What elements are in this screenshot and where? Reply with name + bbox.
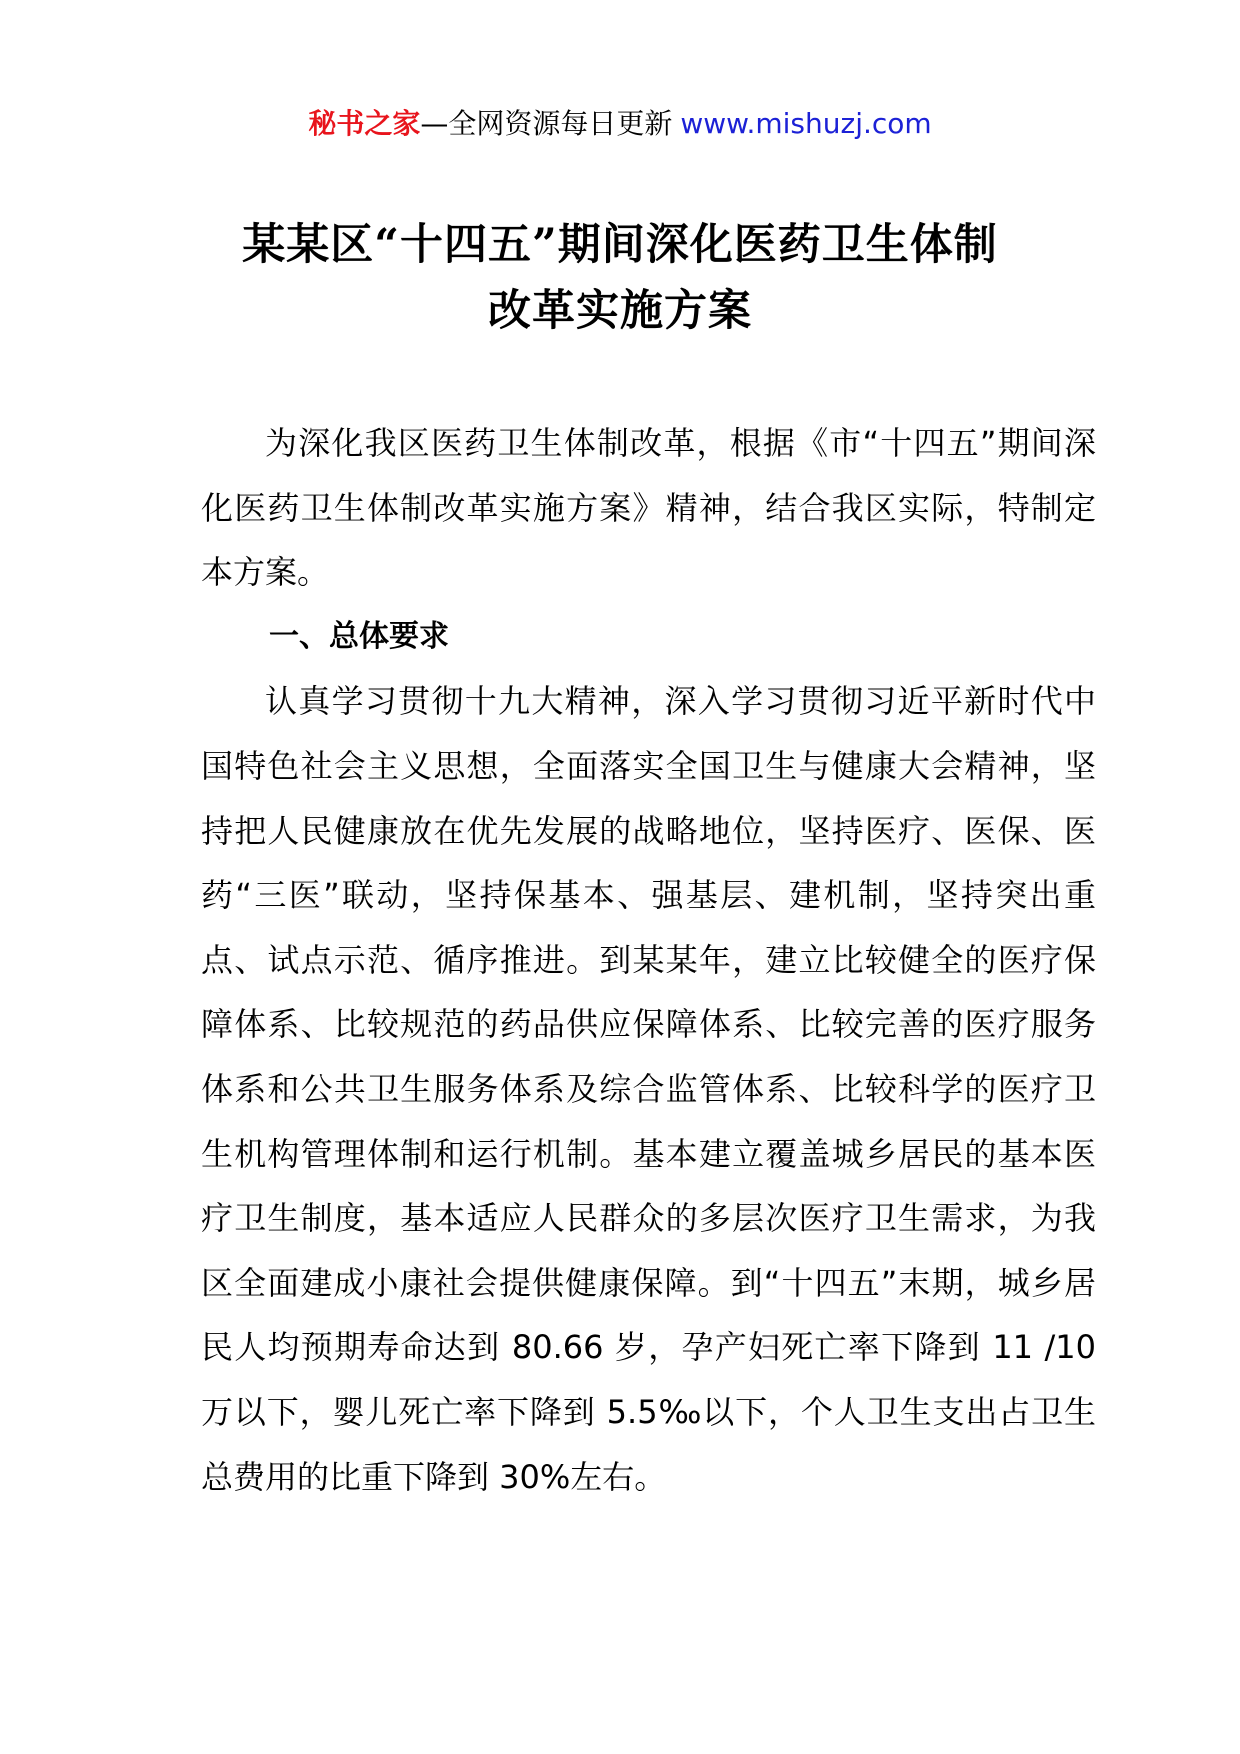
header-tagline: —全网资源每日更新 bbox=[420, 107, 673, 140]
section-paragraph: 认真学习贯彻十九大精神，深入学习贯彻习近平新时代中国特色社会主义思想，全面落实全国卫生与健康大会精神，坚持把人民健康放在优先发展的战略地位，坚持医疗、医保、医药“三医”联动，坚持保基本、强基层、建机制，坚持突出重点、试点示范、循序推进。到某某年，建立比较健全的医疗保障体系、比较规范的药品供应保障体系、比较完善的医疗服务体系和公共卫生服务体系及综合监管体系、比较科学的医疗卫生机构管理体制和运行机制。基本建立覆盖城乡居民的基本医疗卫生制度，基本适应人民群众的多层次医疗卫生需求，为我区全面建成小康社会提供健康保障。到“十四五”末期，城乡居民人均预期寿命达到 80.66 岁，孕产妇死亡率下降到 11 /10 万以下，婴儿死亡率下降到 5.5‰以下，个人卫生支出占卫生总费用的比重下降到 30%左右。 bbox=[201, 682, 1096, 1496]
document-body bbox=[201, 411, 1096, 1509]
brand-name: 秘书之家 bbox=[308, 107, 421, 140]
site-url-link[interactable]: www.mishuzj.com bbox=[680, 107, 932, 140]
intro-paragraph: 为深化我区医药卫生体制改革，根据《市“十四五”期间深化医药卫生体制改革实施方案》精神，结合我区实际，特制定本方案。 bbox=[201, 424, 1096, 592]
section-heading: 一、总体要求 bbox=[269, 618, 449, 654]
site-header bbox=[0, 104, 1240, 144]
title-line-1: 某某区“十四五”期间深化医药卫生体制 bbox=[242, 220, 998, 270]
title-line-2: 改革实施方案 bbox=[488, 286, 752, 336]
document-title bbox=[0, 212, 1240, 344]
